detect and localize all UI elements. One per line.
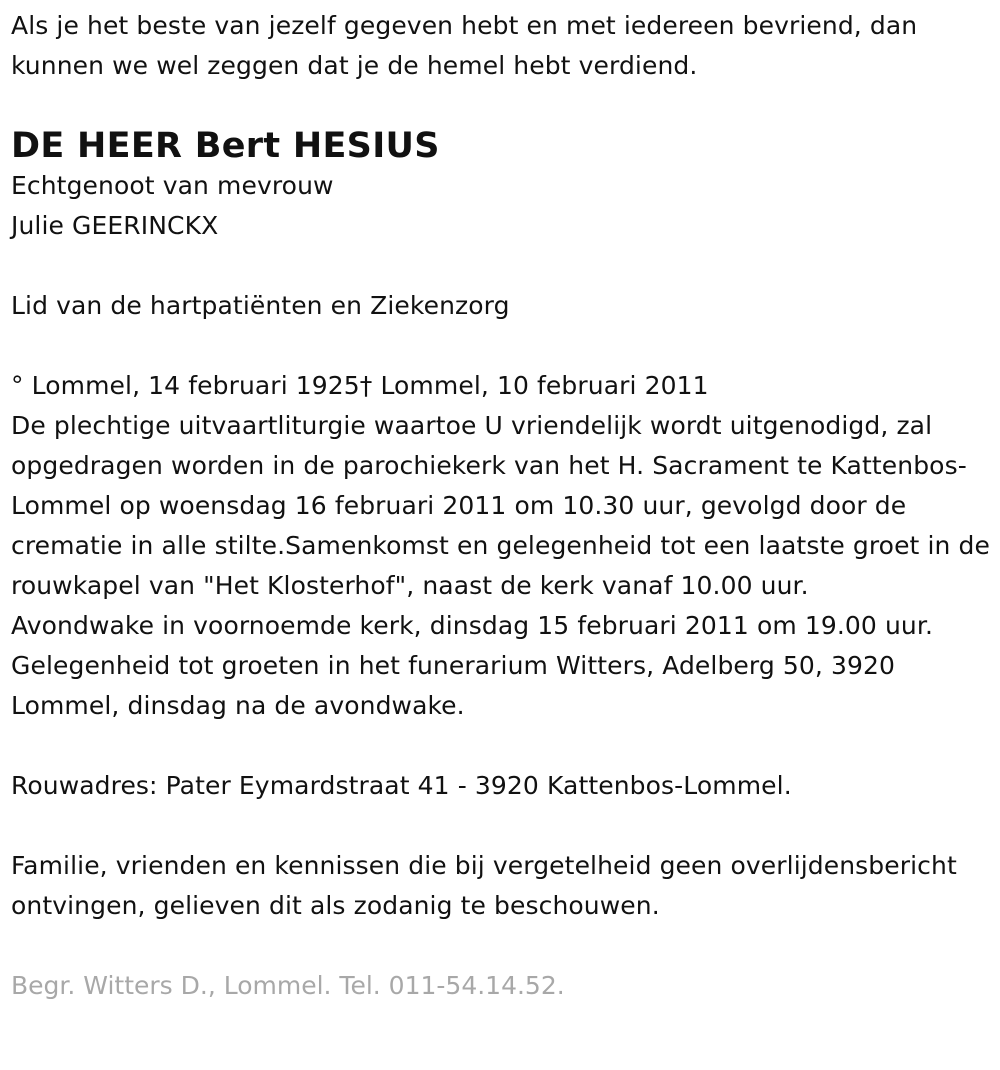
spacer	[11, 926, 990, 966]
spacer	[11, 806, 990, 846]
memorial-verse: Als je het beste van jezelf gegeven hebt en met iedereen bevriend, dan kunnen we wel zeggen dat je de hemel hebt verdiend.	[11, 11, 926, 80]
wake-details: Avondwake in voornoemde kerk, dinsdag 15 februari 2011 om 19.00 uur.	[11, 611, 933, 640]
greeting-details: Gelegenheid tot groeten in het funerarium Witters, Adelberg 50, 3920 Lommel, dinsdag na de avondwake.	[11, 651, 904, 720]
mourning-address: Rouwadres: Pater Eymardstraat 41 - 3920 Kattenbos-Lommel.	[11, 771, 792, 800]
funeral-details: De plechtige uitvaartliturgie waartoe U vriendelijk wordt uitgenodigd, zal opgedragen worden in de parochiekerk van het H. Sacrament te Kattenbos-Lommel op woensdag 16 februari 2011 om 10.30 uur, gevolgd door de crematie in alle stilte.Samenkomst en gelegenheid tot een laatste groet in de rouwkapel van "Het Klosterhof", naast de kerk vanaf 10.00 uur.	[11, 411, 999, 600]
birth-death-dates: ° Lommel, 14 februari 1925† Lommel, 10 februari 2011	[11, 371, 709, 400]
spacer	[11, 326, 990, 366]
membership: Lid van de hartpatiënten en Ziekenzorg	[11, 291, 510, 320]
spouse-line-2: Julie GEERINCKX	[11, 211, 219, 240]
spacer	[11, 86, 990, 126]
deceased-name: DE HEER Bert HESIUS	[11, 126, 440, 166]
spouse-line-1: Echtgenoot van mevrouw	[11, 171, 334, 200]
family-notice: Familie, vrienden en kennissen die bij vergetelheid geen overlijdensbericht ontvingen, gelieven dit als zodanig te beschouwen.	[11, 851, 965, 920]
spacer	[11, 726, 990, 766]
undertaker-credit: Begr. Witters D., Lommel. Tel. 011-54.14.52.	[11, 971, 565, 1000]
spacer	[11, 246, 990, 286]
